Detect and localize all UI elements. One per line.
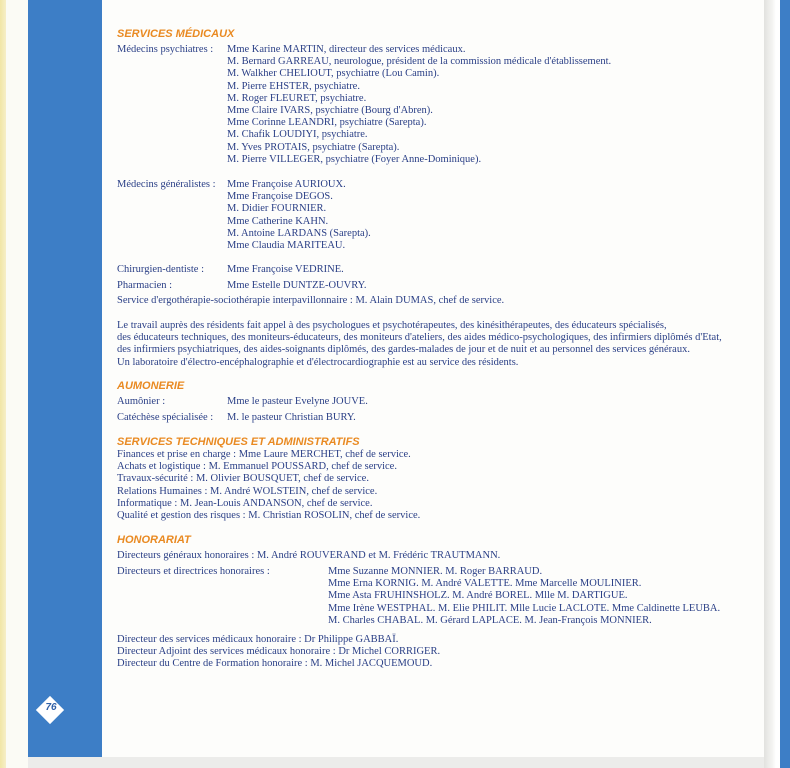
list-item: Mme Irène WESTPHAL. M. Elie PHILIT. Mlle Lucie LACLOTE. Mme Caldinette LEUBA. (328, 602, 721, 614)
item-value: M. Olivier BOUSQUET, chef de service. (195, 473, 369, 485)
item-value: M. Jean-Louis ANDANSON, chef de service. (179, 497, 373, 509)
page-margin-left (6, 0, 28, 768)
item-label: Relations Humaines : (117, 485, 208, 497)
heading-services-techniques: SERVICES TECHNIQUES ET ADMINISTRATIFS (117, 436, 360, 448)
item-label: Directeur du Centre de Formation honoraire : (117, 658, 308, 670)
value-pharmacien: Mme Estelle DUNTZE-OUVRY. (227, 280, 367, 291)
list-item: Mme Claudia MARITEAU. (227, 240, 346, 252)
item-value: Dr Michel CORRIGER. (338, 646, 441, 658)
paragraph-line: des infirmiers psychiatriques, des aides-soignants diplômés, des gardes-malades de jour et de nuit et au personnel des services généraux. (117, 344, 690, 356)
list-item (117, 461, 420, 473)
list-item (117, 498, 420, 510)
item-label: Directeur Adjoint des services médicaux honoraire : (117, 646, 336, 658)
item-label: Directeur des services médicaux honoraire : (117, 634, 302, 645)
list-item: M. Bernard GARREAU, neurologue, président de la commission médicale d'établissement. (227, 56, 612, 68)
list-item: M. Yves PROTAIS, psychiatre (Sarepta). (227, 141, 400, 153)
list-item (117, 646, 440, 658)
item-value: Dr Philippe GABBAÏ. (304, 634, 399, 645)
paragraph-line: Un laboratoire d'électro-encéphalographie et d'électrocardiographie est au service des résidents. (117, 356, 519, 368)
heading-aumonerie: AUMONERIE (117, 380, 185, 392)
list-item: Mme Asta FRUHINSHOLZ. M. André BOREL. Mlle M. DARTIGUE. (328, 590, 628, 602)
item-value: M. Michel JACQUEMOUD. (310, 658, 433, 670)
list-item: Mme Suzanne MONNIER. M. Roger BARRAUD. (328, 566, 543, 577)
page-number-badge (38, 698, 64, 724)
item-label: Travaux-sécurité : (117, 473, 194, 485)
label-directeurs-honoraires: Directeurs et directrices honoraires : (117, 566, 270, 577)
line-directeurs-generaux (117, 550, 500, 562)
item-value: M. Christian ROSOLIN, chef de service. (248, 510, 421, 522)
list-item: M. Walkher CHELIOUT, psychiatre (Lou Camin). (227, 68, 440, 80)
value-catechese: M. le pasteur Christian BURY. (227, 412, 356, 423)
value-dentiste: Mme Françoise VEDRINE. (227, 264, 344, 275)
list-item: Mme Corinne LEANDRI, psychiatre (Sarepta). (227, 117, 427, 129)
label-aumonier: Aumônier : (117, 396, 166, 407)
label-generalistes: Médecins généralistes : (117, 179, 216, 190)
list-item: Mme Claire IVARS, psychiatre (Bourg d'Abren). (227, 105, 433, 117)
list-item: Mme Françoise DEGOS. (227, 191, 333, 203)
list-item (117, 634, 440, 646)
list-item: M. Pierre VILLEGER, psychiatre (Foyer Anne-Dominique). (227, 153, 482, 165)
list-item (117, 486, 420, 498)
value-aumonier: Mme le pasteur Evelyne JOUVE. (227, 396, 368, 407)
list-item: M. Pierre EHSTER, psychiatre. (227, 80, 360, 92)
label-catechese: Catéchèse spécialisée : (117, 412, 214, 423)
list-psychiatres (227, 44, 611, 166)
label-psychiatres: Médecins psychiatres : (117, 44, 214, 55)
value-directeurs-generaux: M. André ROUVERAND et M. Frédéric TRAUTMANN. (256, 550, 501, 561)
label-directeurs-generaux: Directeurs généraux honoraires : (117, 550, 255, 561)
item-value: M. Emmanuel POUSSARD, chef de service. (208, 461, 397, 473)
label-pharmacien: Pharmacien : (117, 280, 173, 291)
list-item (117, 449, 420, 461)
label-dentiste: Chirurgien-dentiste : (117, 264, 204, 275)
list-item: Mme Erna KORNIG. M. André VALETTE. Mme Marcelle MOULINIER. (328, 578, 642, 590)
paragraph-line: Le travail auprès des résidents fait appel à des psychologues et psychotérapeutes, des kinésithérapeutes, des éducateurs spécialisés, (117, 320, 667, 331)
list-item: M. Antoine LARDANS (Sarepta). (227, 227, 371, 239)
value-ergotherapie: M. Alain DUMAS, chef de service. (355, 295, 505, 306)
page-bottom-edge (28, 757, 768, 768)
list-item (117, 473, 420, 485)
item-value: Mme Laure MERCHET, chef de service. (238, 449, 411, 460)
list-directeurs-honoraires (328, 566, 720, 627)
list-item (117, 510, 420, 522)
blue-margin-band (28, 0, 102, 757)
page-edge-right (764, 0, 790, 768)
label-ergotherapie: Service d'ergothérapie-sociothérapie interpavillonnaire : (117, 295, 353, 306)
list-item: M. Chafik LOUDIYI, psychiatre. (227, 129, 368, 141)
paragraph-personnel (117, 320, 757, 369)
paragraph-line: des éducateurs techniques, des moniteurs-éducateurs, des moniteurs d'ateliers, des aides médico-psychologiques, des infirmiers diplômés d'Etat, (117, 332, 722, 344)
list-autres-honoraires (117, 634, 440, 671)
item-label: Qualité et gestion des risques : (117, 510, 246, 522)
list-generalistes (227, 179, 371, 252)
heading-honorariat: HONORARIAT (117, 534, 191, 546)
list-item: M. Didier FOURNIER. (227, 203, 327, 215)
heading-services-medicaux: SERVICES MÉDICAUX (117, 28, 235, 40)
list-item: Mme Karine MARTIN, directeur des services médicaux. (227, 44, 466, 55)
item-label: Finances et prise en charge : (117, 449, 237, 460)
item-value: M. André WOLSTEIN, chef de service. (210, 485, 378, 497)
list-item: M. Roger FLEURET, psychiatre. (227, 92, 367, 104)
item-label: Achats et logistique : (117, 461, 206, 473)
list-item (117, 658, 440, 670)
item-label: Informatique : (117, 497, 178, 509)
list-item: Mme Catherine KAHN. (227, 215, 329, 227)
list-services-techniques (117, 449, 420, 522)
list-item: M. Charles CHABAL. M. Gérard LAPLACE. M. Jean-François MONNIER. (328, 614, 652, 626)
page-number: 76 (45, 702, 57, 713)
list-item: Mme Françoise AURIOUX. (227, 179, 346, 190)
line-ergotherapie (117, 295, 504, 307)
